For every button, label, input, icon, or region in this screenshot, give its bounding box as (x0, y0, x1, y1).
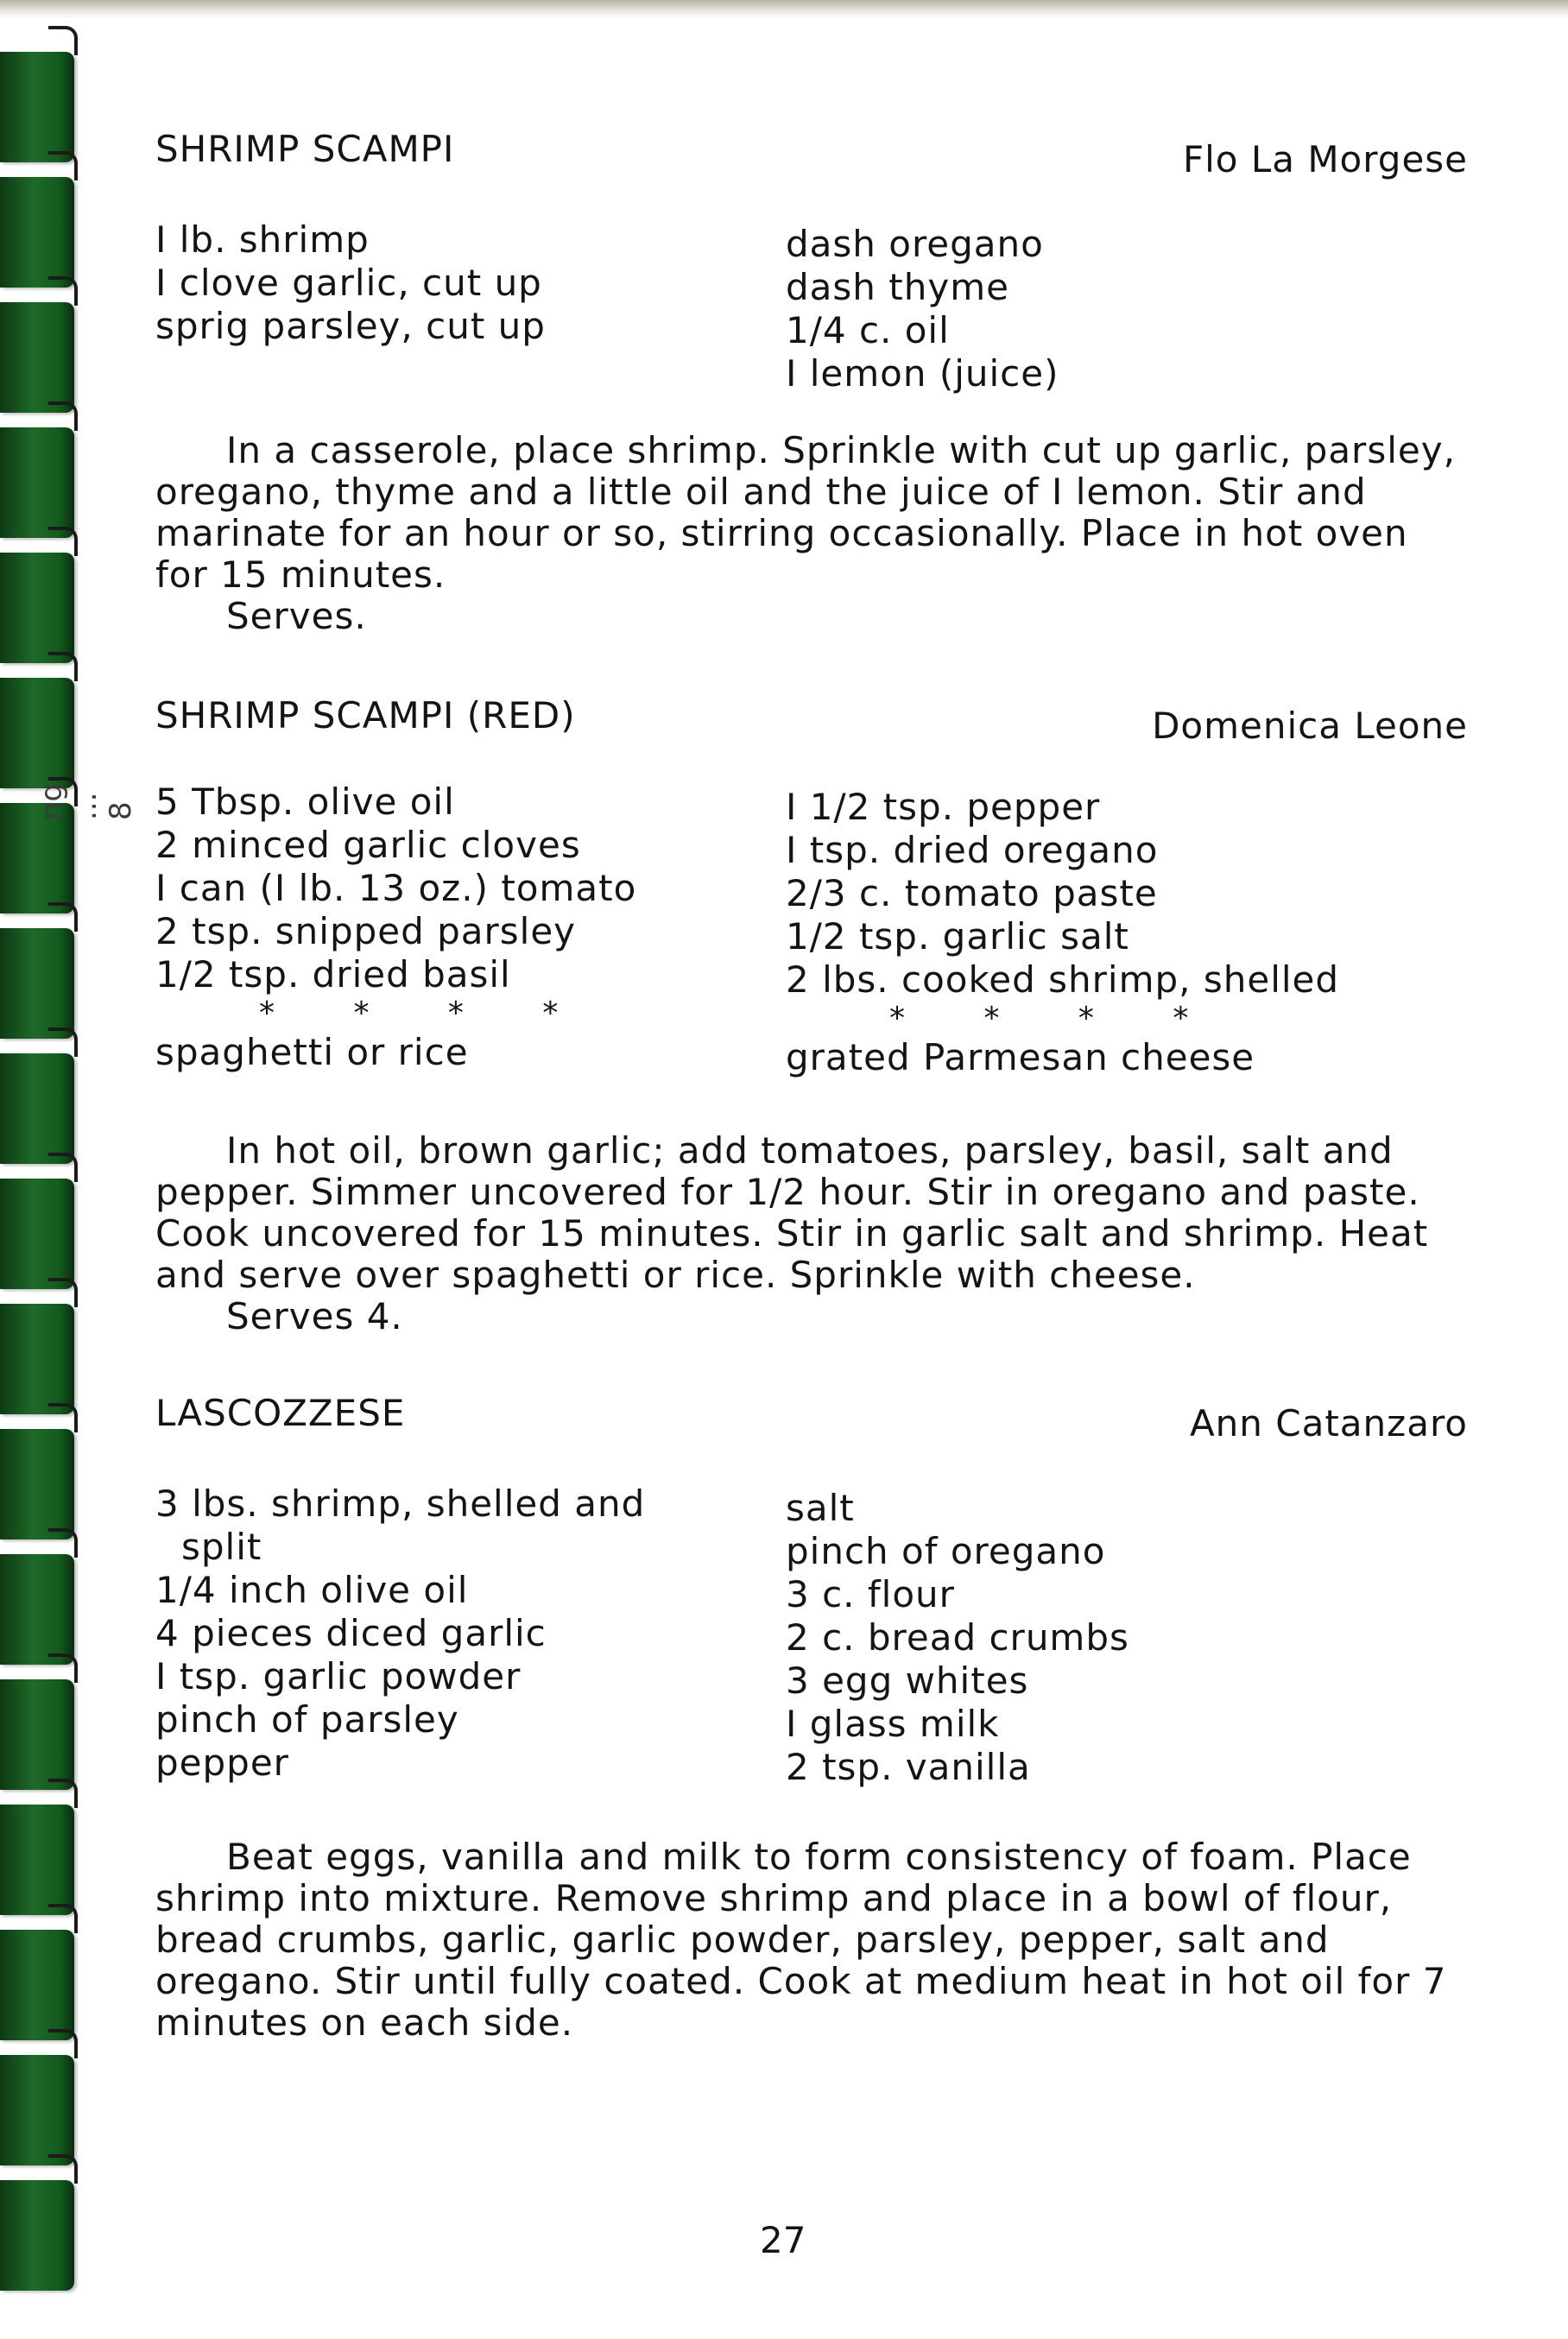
ingredient: 2 tsp. snipped parsley (155, 910, 577, 952)
ingredient: salt (786, 1487, 855, 1529)
binding-ring (0, 1554, 74, 1665)
binding-ring (0, 302, 74, 413)
ingredient: 1/4 c. oil (786, 309, 950, 351)
recipe-author: Flo La Morgese (1182, 138, 1468, 180)
ingredients-right (786, 1487, 1129, 1789)
recipe-author: Domenica Leone (1152, 705, 1468, 747)
page-top-edge (0, 0, 1568, 19)
recipe-title: SHRIMP SCAMPI (RED) (155, 694, 576, 736)
ingredient: 1/2 tsp. garlic salt (786, 915, 1129, 958)
ingredient: pinch of parsley (155, 1698, 459, 1741)
ingredients-right (786, 786, 1339, 1079)
serves-text: Serves 4. (226, 1295, 403, 1337)
ingredient: I lb. shrimp (155, 218, 370, 261)
binding-ring (0, 1179, 74, 1289)
ingredient: pepper (155, 1742, 289, 1784)
ingredient: 2 c. bread crumbs (786, 1616, 1129, 1659)
ingredient: I lemon (juice) (786, 352, 1059, 395)
ingredient: 4 pieces diced garlic (155, 1612, 547, 1654)
ingredient-continuation: split (181, 1526, 262, 1568)
ingredient: 1/2 tsp. dried basil (155, 953, 511, 996)
ingredient: 3 c. flour (786, 1573, 955, 1615)
ingredients-left (155, 781, 636, 1074)
instructions-text: In a casserole, place shrimp. Sprinkle with cut up garlic, parsley, oregano, thyme and a little oil and the juice of I lemon. Stir and marinate for an hour or so, stirring occasionally. Place in hot oven for 15 minutes. (155, 429, 1456, 596)
ingredients-left (155, 218, 546, 348)
serves-text: Serves. (226, 595, 367, 637)
ingredient: 1/4 inch olive oil (155, 1569, 469, 1611)
ingredient: 2 minced garlic cloves (155, 824, 581, 866)
ingredient: I can (I lb. 13 oz.) tomato (155, 867, 637, 909)
binding-ring (0, 1053, 74, 1164)
ingredient: I glass milk (786, 1703, 1000, 1745)
spiral-binding (0, 0, 138, 2339)
binding-ring (0, 1805, 74, 1915)
ingredient: 3 lbs. shrimp, shelled and (155, 1482, 646, 1525)
instructions-text: In hot oil, brown garlic; add tomatoes, parsley, basil, salt and pepper. Simmer uncovered for 1/2 hour. Stir in oregano and paste. Cook uncovered for 15 minutes. Stir in garlic salt and shrimp. Heat and serve over spaghetti or rice. Sprinkle with cheese. (155, 1129, 1429, 1296)
ingredient: I tsp. garlic powder (155, 1655, 522, 1697)
binding-ring (0, 1304, 74, 1414)
binding-ring (0, 1679, 74, 1790)
ingredient: sprig parsley, cut up (155, 305, 546, 347)
binding-ring (0, 52, 74, 162)
binding-ring (0, 2180, 74, 2291)
ingredient: spaghetti or rice (155, 1031, 469, 1073)
ingredient: 5 Tbsp. olive oil (155, 781, 455, 823)
ingredient: 3 egg whites (786, 1659, 1029, 1702)
ingredient: 2 tsp. vanilla (786, 1746, 1031, 1788)
ingredient: 2 lbs. cooked shrimp, shelled (786, 958, 1340, 1001)
recipe-author: Ann Catanzaro (1189, 1402, 1468, 1444)
binding-ring (0, 2055, 74, 2165)
binding-ring (0, 177, 74, 288)
recipe-title: SHRIMP SCAMPI (155, 128, 455, 170)
ingredient: dash oregano (786, 223, 1044, 265)
spine-text: ng ... 8 (35, 782, 138, 820)
instructions-text: Beat eggs, vanilla and milk to form consistency of foam. Place shrimp into mixture. Remove shrimp and place in a bowl of flour, bread crumbs, garlic, garlic powder, parsley, pepper, salt and oregano. Stir until fully coated. Cook at medium heat in hot oil for 7 minutes on each side. (155, 1836, 1447, 2044)
binding-ring (0, 1930, 74, 2040)
recipe-instructions (155, 430, 1468, 637)
binding-ring (0, 1429, 74, 1539)
recipe-title: LASCOZZESE (155, 1392, 406, 1434)
ingredients-right (786, 223, 1059, 395)
binding-ring (0, 553, 74, 663)
ingredient: grated Parmesan cheese (786, 1036, 1255, 1078)
ingredient: dash thyme (786, 266, 1009, 308)
separator-stars: * * * * (259, 996, 593, 1031)
page-number: 27 (760, 2219, 806, 2261)
separator-stars: * * * * (889, 1001, 1223, 1036)
ingredients-left (155, 1482, 645, 1785)
binding-ring (0, 928, 74, 1039)
ingredient: I 1/2 tsp. pepper (786, 786, 1101, 828)
ingredient: I clove garlic, cut up (155, 262, 542, 304)
ingredient: I tsp. dried oregano (786, 829, 1159, 871)
ingredient: pinch of oregano (786, 1530, 1106, 1572)
recipe-instructions (155, 1836, 1468, 2044)
ingredient: 2/3 c. tomato paste (786, 872, 1158, 914)
recipe-instructions (155, 1130, 1468, 1337)
binding-ring (0, 427, 74, 538)
